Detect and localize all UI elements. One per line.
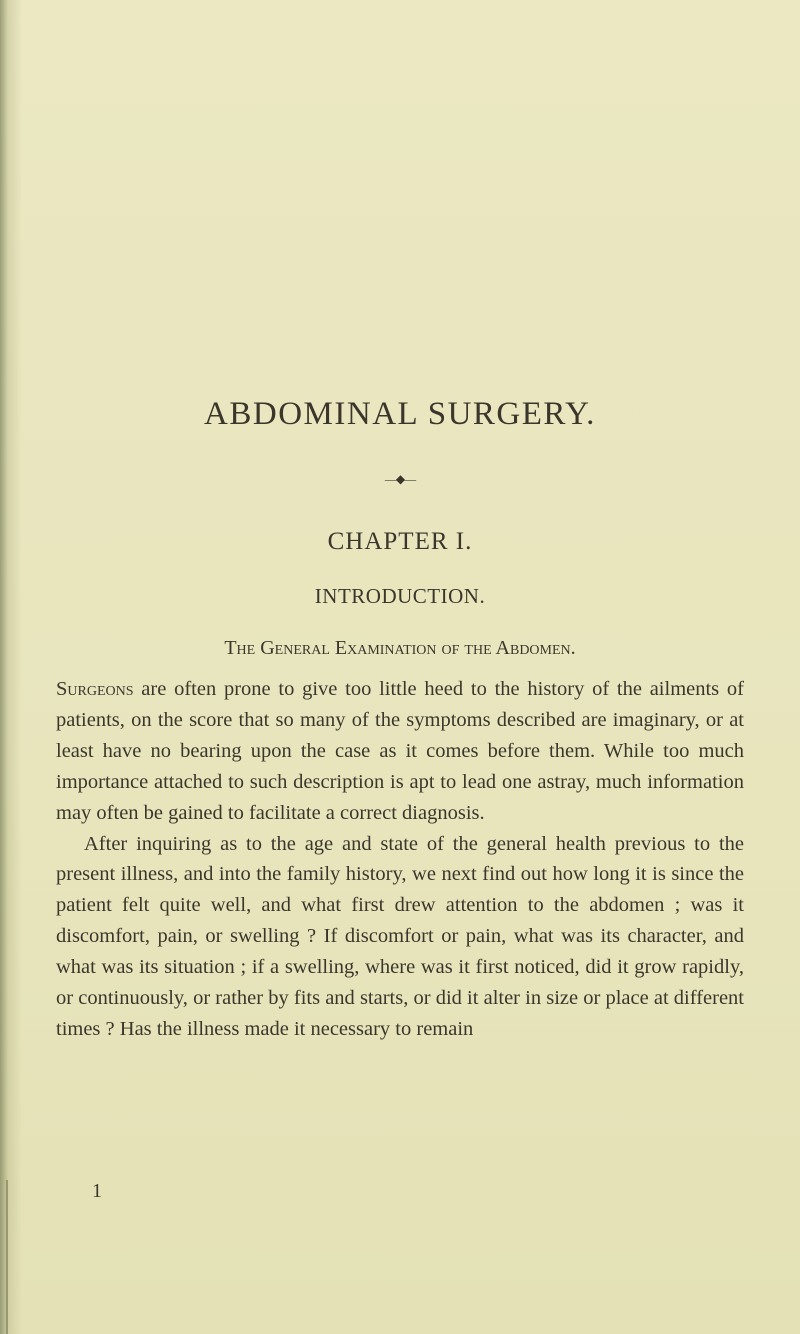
- paragraph: [56, 674, 744, 829]
- page-number: 1: [92, 1180, 102, 1202]
- ornament-divider: —◆—: [384, 472, 416, 486]
- paragraph-lead-word: Surgeons: [56, 678, 134, 700]
- page-edge-shadow: [6, 1180, 8, 1334]
- chapter-title: INTRODUCTION.: [314, 584, 486, 608]
- body-text: [56, 674, 744, 1045]
- paragraph-text: are often prone to give too little heed to the history of the ailments of patients, on the score that so many of the symptoms described are imaginary, or at least have no bearing upon the case as it comes before them. While too much importance attached to such description is apt to lead one astray, much information may often be gained to facilitate a correct diagnosis.: [56, 678, 744, 824]
- paragraph: After inquiring as to the age and state of the general health previous to the present illness, and into the family history, we next find out how long it is since the patient felt quite well, and what first drew attention to the abdomen ; was it discomfort, pain, or swelling ? If discomfort or pain, what was its character, and what was its situation ; if a swelling, where was it first noticed, did it grow rapidly, or continuously, or rather by fits and starts, or did it alter in size or place at different times ? Has the illness made it necessary to remain: [56, 832, 744, 1040]
- book-title: ABDOMINAL SURGERY.: [204, 396, 596, 432]
- section-heading: The General Examination of the Abdomen.: [224, 637, 576, 659]
- chapter-heading: CHAPTER I.: [327, 528, 473, 555]
